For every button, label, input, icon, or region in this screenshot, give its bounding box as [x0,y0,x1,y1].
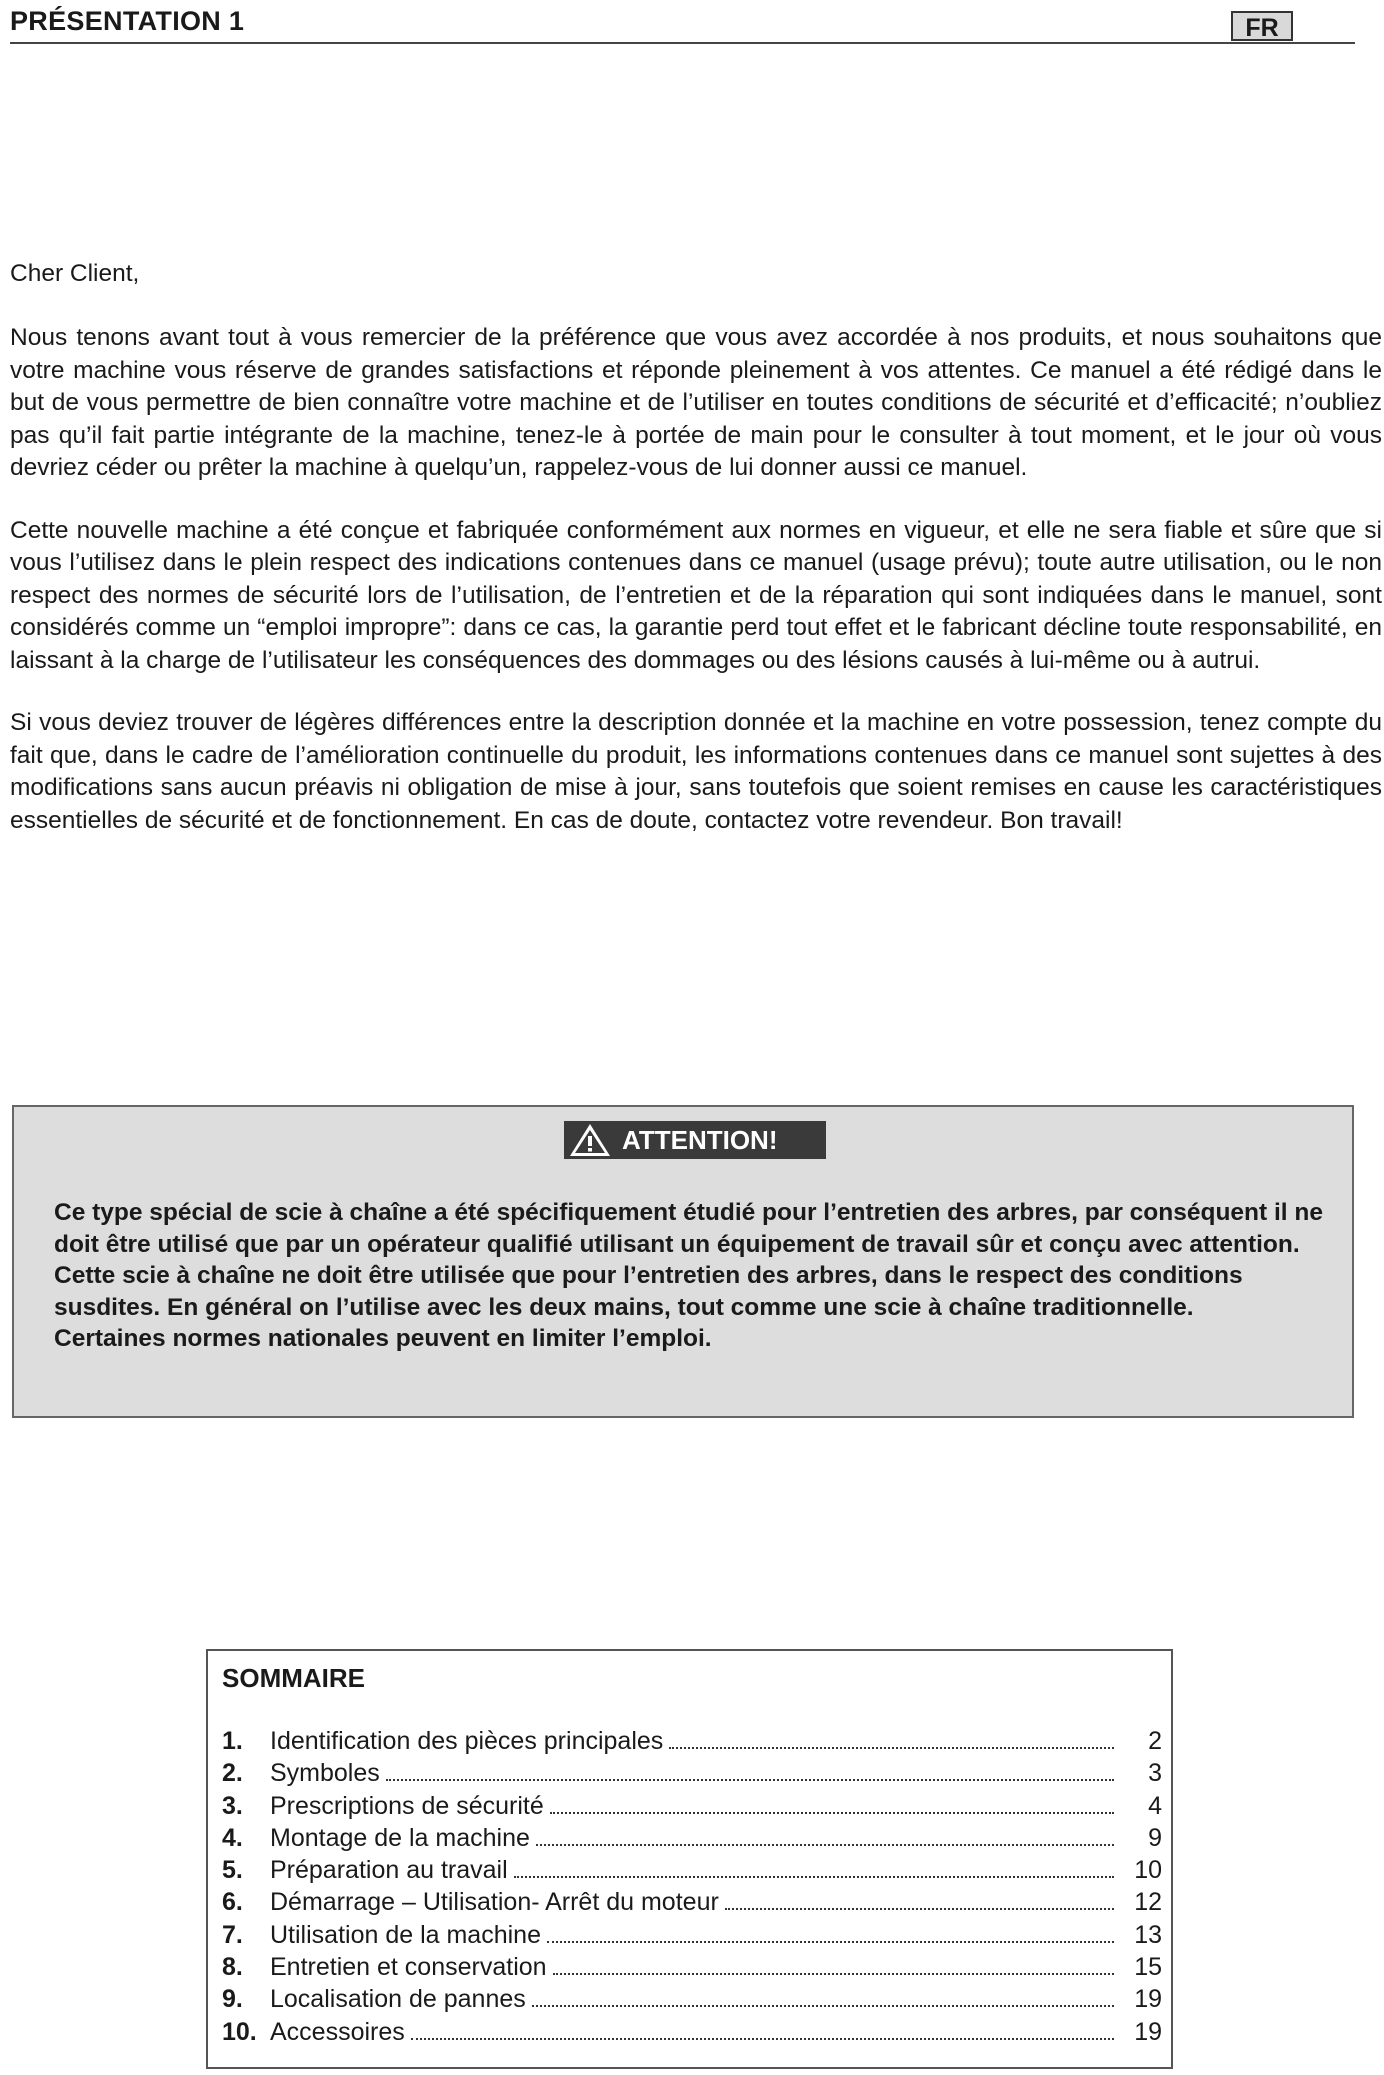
toc-leader-dots [536,1844,1114,1846]
toc-item-page: 2 [1148,1727,1162,1755]
toc-item-label: Entretien et conservation [270,1953,547,1982]
toc-leader-dots [550,1812,1114,1814]
toc-item-number: 2. [222,1759,243,1788]
toc-item[interactable] [222,1824,1162,1856]
toc-item[interactable] [222,1888,1162,1920]
attention-title: ATTENTION! [622,1124,778,1155]
attention-text [54,1197,1334,1355]
toc-leader-dots [514,1876,1114,1878]
toc-item[interactable] [222,2018,1162,2050]
toc-item-number: 5. [222,1856,243,1885]
toc-leader-dots [386,1779,1114,1781]
toc-item-number: 1. [222,1727,243,1755]
toc-item-label: Accessoires [270,2017,405,2046]
toc-item-page: 4 [1148,1791,1162,1820]
attention-paragraph: Certaines normes nationales peuvent en limiter l’emploi. [54,1325,712,1352]
toc-item[interactable] [222,1985,1162,2017]
toc-item-number: 6. [222,1888,243,1917]
attention-box [12,1105,1354,1418]
attention-paragraph: Ce type spécial de scie à chaîne a été spécifiquement étudié pour l’entretien des arbres, par conséquent il ne doit être utilisé que par un opérateur qualifié utilisant un équipement de travail sûr et conçu avec attention. Cette scie à chaîne ne doit être utilisée que pour l’entretien des arbres, dans le respect des conditions susdites. En général on l’utilise avec les deux mains, tout comme une scie à chaîne traditionnelle. [54,1199,1323,1321]
page-title: PRÉSENTATION 1 [10,6,245,36]
toc-item-label: Prescriptions de sécurité [270,1791,544,1820]
table-of-contents [206,1649,1173,2069]
toc-title: SOMMAIRE [222,1663,365,1693]
toc-item-label: Symboles [270,1759,380,1788]
toc-item-page: 10 [1134,1856,1162,1885]
toc-item-page: 19 [1134,1985,1162,2014]
toc-item-label: Démarrage – Utilisation- Arrêt du moteur [270,1888,719,1917]
toc-item-page: 9 [1148,1823,1162,1852]
toc-item[interactable] [222,1921,1162,1953]
warning-triangle-icon [566,1121,614,1159]
toc-leader-dots [669,1747,1114,1749]
greeting: Cher Client, [10,260,140,287]
toc-item-page: 15 [1134,1953,1162,1982]
toc-leader-dots [532,2005,1114,2007]
intro-text [10,322,1382,867]
toc-item-page: 3 [1148,1759,1162,1788]
toc-leader-dots [411,2038,1114,2040]
toc-item-label: Préparation au travail [270,1856,508,1885]
toc-leader-dots [553,1973,1114,1975]
page-header [10,6,1355,44]
toc-item-label: Montage de la machine [270,1823,530,1852]
toc-item-label: Localisation de pannes [270,1985,526,2014]
toc-leader-dots [725,1908,1114,1910]
attention-label [564,1121,826,1159]
toc-item-number: 3. [222,1791,243,1820]
toc-item[interactable] [222,1856,1162,1888]
toc-item-label: Utilisation de la machine [270,1920,541,1949]
toc-item[interactable] [222,1953,1162,1985]
toc-list [222,1727,1162,2050]
paragraph: Nous tenons avant tout à vous remercier de la préférence que vous avez accordée à nos produits, et nous souhaitons que votre machine vous réserve de grandes satisfactions et réponde pleinement à vos attentes. Ce manuel a été rédigé dans le but de vous permettre de bien connaître votre machine et de l’utiliser en toutes conditions de sécurité et d’efficacité; n’oubliez pas qu’il fait partie intégrante de la machine, tenez-le à portée de main pour le consulter à tout moment, et le jour où vous devriez céder ou prêter la machine à quelqu’un, rappelez-vous de lui donner aussi ce manuel. [10,324,1382,481]
toc-item[interactable] [222,1759,1162,1791]
toc-item-label: Identification des pièces principales [270,1727,664,1755]
toc-item-page: 13 [1134,1920,1162,1949]
paragraph: Cette nouvelle machine a été conçue et fabriquée conformément aux normes en vigueur, et elle ne sera fiable et sûre que si vous l’utilisez dans le plein respect des indications contenues dans ce manuel (usage prévu); toute autre utilisation, ou le non respect des normes de sécurité lors de l’utilisation, de l’entretien et de la réparation qui sont indiquées dans le manuel, sont considérés comme un “emploi impropre”: dans ce cas, la garantie perd tout effet et le fabricant décline toute responsabilité, en laissant à la charge de l’utilisateur les conséquences des dommages ou des lésions causés à lui-même ou à autrui. [10,516,1382,674]
language-badge: FR [1231,11,1293,41]
toc-item-number: 9. [222,1985,243,2014]
toc-item-number: 4. [222,1823,243,1852]
toc-item[interactable] [222,1727,1162,1759]
toc-item[interactable] [222,1792,1162,1824]
toc-item-number: 10. [222,2017,257,2046]
toc-item-number: 8. [222,1953,243,1982]
toc-item-number: 7. [222,1920,243,1949]
paragraph: Si vous deviez trouver de légères différences entre la description donnée et la machine en votre possession, tenez compte du fait que, dans le cadre de l’amélioration continuelle du produit, les informations contenues dans ce manuel sont sujettes à des modifications sans aucun préavis ni obligation de mise à jour, sans toutefois que soient remises en cause les caractéristiques essentielles de sécurité et de fonctionnement. En cas de doute, contactez votre revendeur. Bon travail! [10,709,1382,834]
toc-leader-dots [547,1941,1114,1943]
toc-item-page: 12 [1134,1888,1162,1917]
toc-item-page: 19 [1134,2017,1162,2046]
